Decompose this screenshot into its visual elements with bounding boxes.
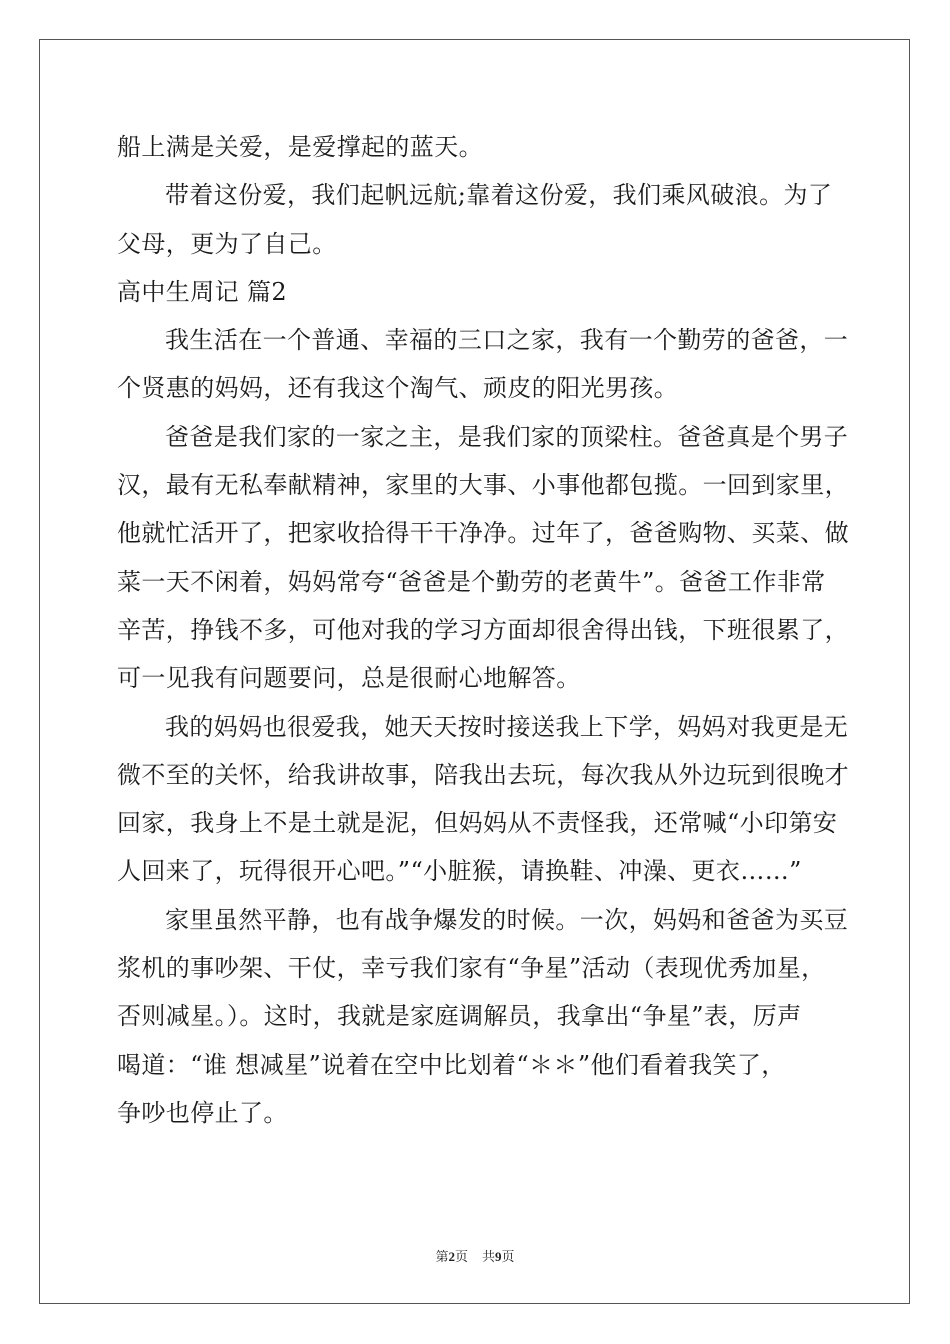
paragraph-start-line: 我的妈妈也很爱我，她天天按时接送我上下学，妈妈对我更是无 (165, 712, 849, 741)
text-line: 船上满是关爱，是爱撑起的蓝天。 (117, 133, 483, 161)
text-line: 微不至的关怀，给我讲故事，陪我出去玩，每次我从外边玩到很晚才 (117, 760, 849, 789)
text-line: 他就忙活开了，把家收拾得干干净净。过年了，爸爸购物、买菜、做 (117, 519, 849, 548)
text-line: 菜一天不闲着，妈妈常夸“爸爸是个勤劳的老黄牛”。爸爸工作非常 (117, 567, 826, 596)
page-footer (0, 1246, 950, 1265)
text-line: 回家，我身上不是土就是泥，但妈妈从不责怪我，还常喊“小印第安 (117, 809, 838, 838)
text-line: 否则减星。）。这时，我就是家庭调解员，我拿出“争星”表，厉声 (117, 1002, 802, 1031)
text-line: 可一见我有问题要问，总是很耐心地解答。 (117, 664, 581, 693)
text-line: 喝道：“谁 想减星”说着在空中比划着“＊＊”他们看着我笑了， (117, 1050, 786, 1079)
text-line: 人回来了，玩得很开心吧。”“小脏猴，请换鞋、冲澡、更衣……” (117, 857, 802, 886)
paragraph-start-line: 我生活在一个普通、幸福的三口之家，我有一个勤劳的爸爸，一 (165, 326, 849, 355)
total-pages: 9 (495, 1249, 502, 1264)
text-line: 浆机的事吵架、干仗，幸亏我们家有“争星”活动（表现优秀加星， (117, 954, 826, 983)
page-number: 2 (448, 1249, 455, 1264)
document-body (117, 123, 849, 1137)
text-line: 个贤惠的妈妈，还有我这个淘气、顽皮的阳光男孩。 (117, 374, 679, 403)
paragraph-start-line: 爸爸是我们家的一家之主，是我们家的顶梁柱。爸爸真是个男子 (165, 422, 849, 451)
page-suffix: 页 (454, 1249, 468, 1264)
total-suffix: 页 (501, 1249, 515, 1264)
paragraph-start-line: 带着这份爱，我们起帆远航;靠着这份爱，我们乘风破浪。为了 (165, 181, 833, 210)
paragraph-start-line: 家里虽然平静，也有战争爆发的时候。一次，妈妈和爸爸为买豆 (165, 905, 849, 934)
text-line: 争吵也停止了。 (117, 1098, 288, 1127)
page-prefix: 第 (435, 1249, 449, 1264)
total-prefix: 共 (482, 1249, 496, 1264)
section-heading: 高中生周记 篇2 (117, 277, 288, 306)
text-line: 辛苦，挣钱不多，可他对我的学习方面却很舍得出钱，下班很累了， (117, 615, 849, 644)
text-line: 汉，最有无私奉献精神，家里的大事、小事他都包揽。一回到家里， (117, 471, 849, 500)
text-line: 父母，更为了自己。 (117, 229, 337, 258)
